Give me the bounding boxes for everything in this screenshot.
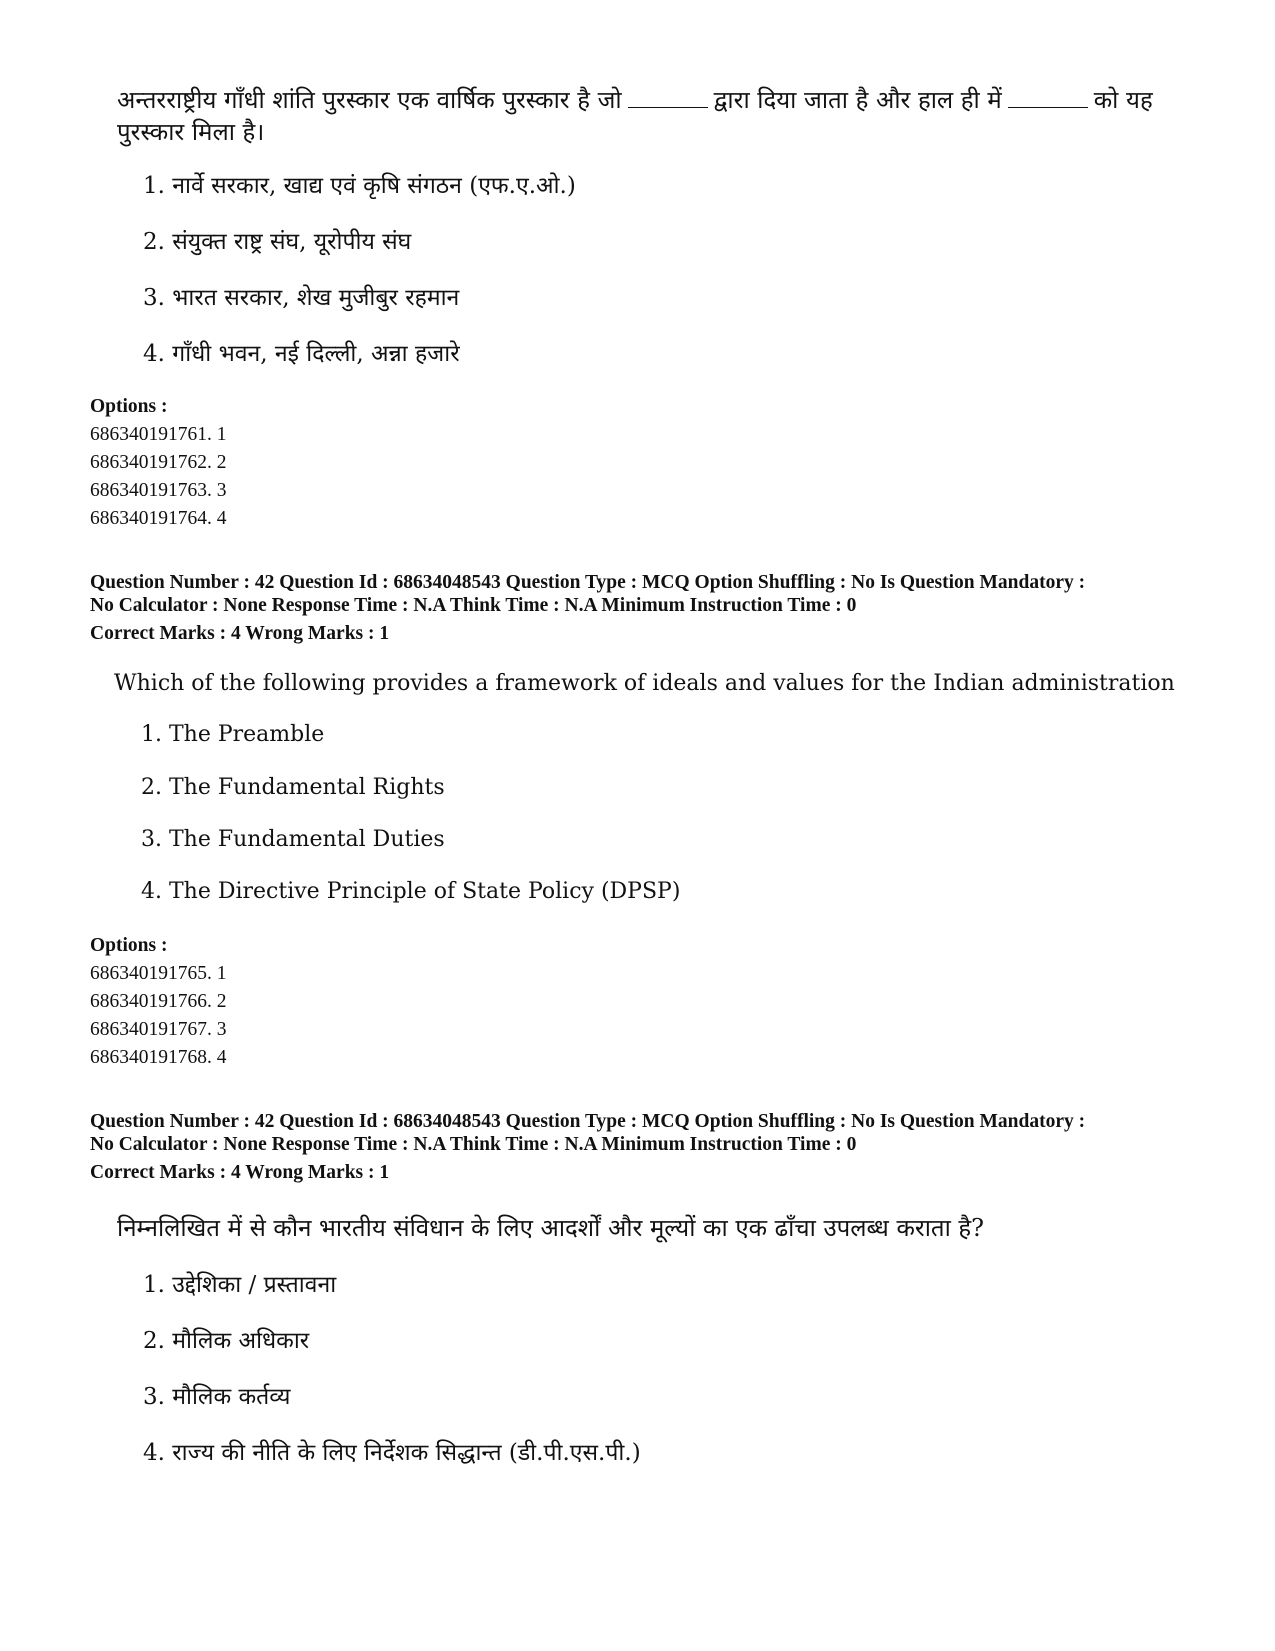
q42-en-option-1: 686340191765. 1 — [90, 963, 227, 984]
q41-option-2: 686340191762. 2 — [90, 452, 227, 473]
q41-option-3: 686340191763. 3 — [90, 480, 227, 501]
q42-hi-choice-1: 1. उद्देशिका / प्रस्तावना — [143, 1272, 337, 1298]
q41-choice-1: 1. नार्वे सरकार, खाद्य एवं कृषि संगठन (एफ.ए.ओ.) — [143, 173, 576, 199]
q41-choice-3: 3. भारत सरकार, शेख मुजीबुर रहमान — [143, 285, 460, 311]
q42-hi-meta-line2: No Calculator : None Response Time : N.A Think Time : N.A Minimum Instruction Time : 0 — [90, 1134, 857, 1155]
q42-hi-question-text: निम्नलिखित में से कौन भारतीय संविधान के लिए आदर्शों और मूल्यों का एक ढाँचा उपलब्ध कराता है? — [117, 1214, 985, 1242]
q42-hi-choice-2: 2. मौलिक अधिकार — [143, 1328, 310, 1354]
q42-en-choice-2: 2. The Fundamental Rights — [141, 775, 445, 800]
q41-question-part1: अन्तरराष्ट्रीय गाँधी शांति पुरस्कार एक वार्षिक पुरस्कार है जो — [117, 86, 622, 114]
q42-hi-meta-line1: Question Number : 42 Question Id : 68634048543 Question Type : MCQ Option Shuffling : No Is Question Mandatory : — [90, 1111, 1086, 1132]
q42-en-options-heading: Options : — [90, 935, 168, 956]
q42-en-marks: Correct Marks : 4 Wrong Marks : 1 — [90, 623, 390, 644]
q41-choice-2: 2. संयुक्त राष्ट्र संघ, यूरोपीय संघ — [143, 229, 412, 255]
q41-options-heading: Options : — [90, 396, 168, 417]
q41-question-part2: द्वारा दिया जाता है और हाल ही में — [713, 86, 1002, 114]
q41-option-1: 686340191761. 1 — [90, 424, 227, 445]
q42-en-meta-line1: Question Number : 42 Question Id : 68634048543 Question Type : MCQ Option Shuffling : No Is Question Mandatory : — [90, 572, 1086, 593]
q42-en-choice-4: 4. The Directive Principle of State Policy (DPSP) — [141, 879, 681, 904]
q42-en-meta-line2: No Calculator : None Response Time : N.A Think Time : N.A Minimum Instruction Time : 0 — [90, 595, 857, 616]
q42-hi-marks: Correct Marks : 4 Wrong Marks : 1 — [90, 1162, 390, 1183]
q41-question-text — [117, 84, 1167, 148]
q42-en-option-4: 686340191768. 4 — [90, 1047, 227, 1068]
q41-blank-2 — [1008, 87, 1088, 108]
q41-blank-1 — [628, 87, 708, 108]
q42-hi-choice-4: 4. राज्य की नीति के लिए निर्देशक सिद्धान्त (डी.पी.एस.पी.) — [143, 1440, 641, 1466]
q42-en-choice-3: 3. The Fundamental Duties — [141, 827, 445, 852]
q42-en-question-text: Which of the following provides a framework of ideals and values for the Indian administration — [114, 671, 1175, 696]
q42-hi-choice-3: 3. मौलिक कर्तव्य — [143, 1384, 291, 1410]
q41-choice-4: 4. गाँधी भवन, नई दिल्ली, अन्ना हजारे — [143, 341, 460, 367]
q42-en-option-2: 686340191766. 2 — [90, 991, 227, 1012]
q42-en-option-3: 686340191767. 3 — [90, 1019, 227, 1040]
q41-question-part3: को यह पुरस्कार मिला है। — [117, 86, 1153, 146]
q42-en-choice-1: 1. The Preamble — [141, 722, 325, 747]
q41-option-4: 686340191764. 4 — [90, 508, 227, 529]
